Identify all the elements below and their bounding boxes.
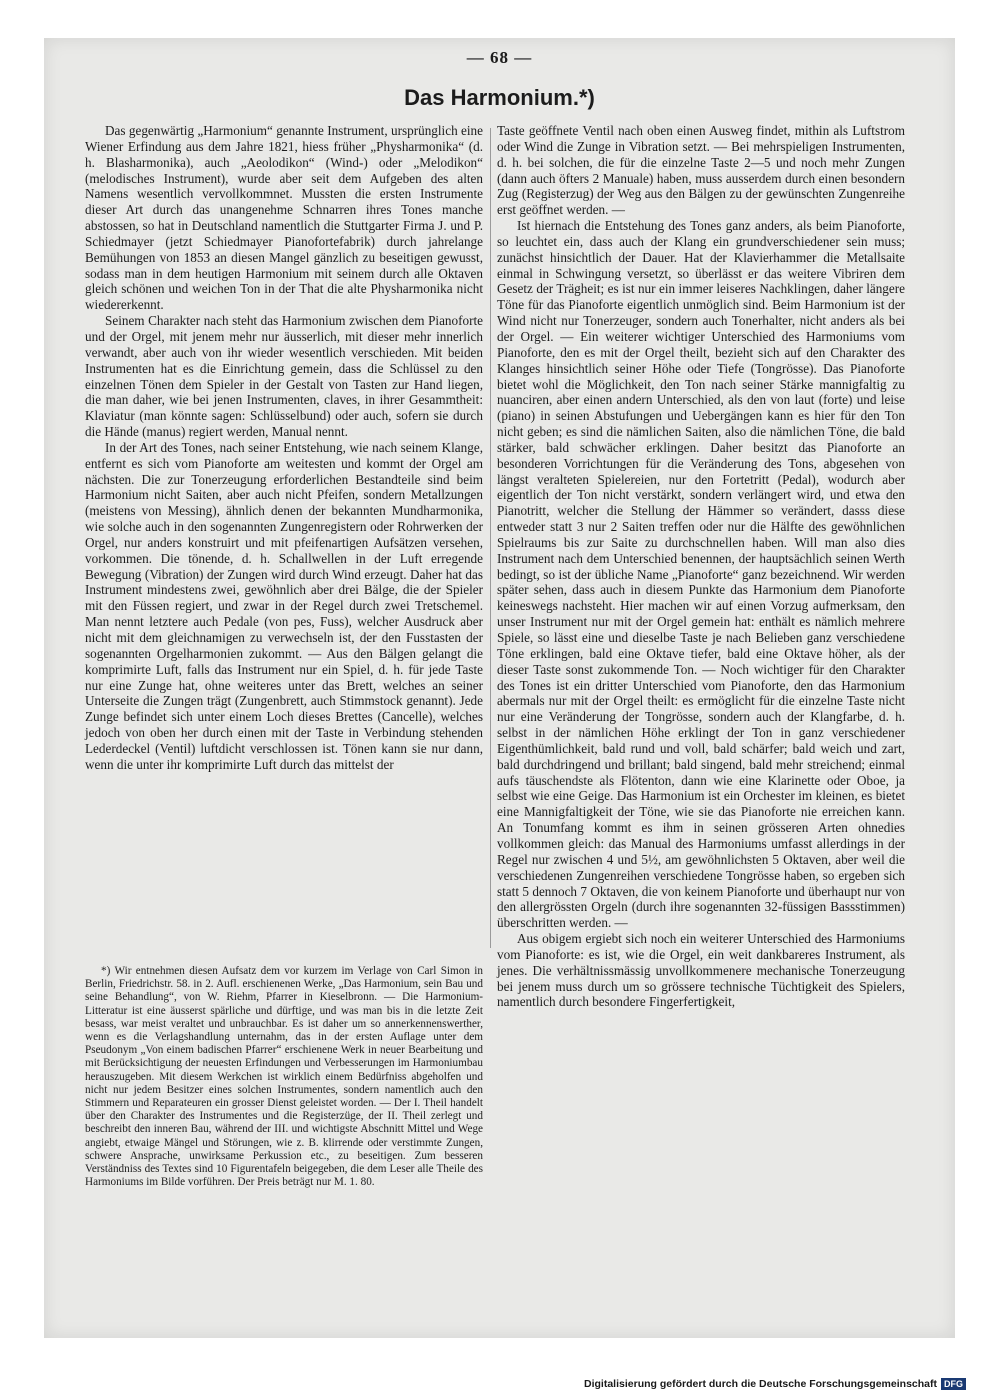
paragraph: Aus obigem ergiebt sich noch ein weiterer Unterschied des Harmoniums vom Pianoforte: es ist, wie die Orgel, ein weit dankbareres Instrument, als jenes. Die verhältnissmässig unvollkommenere mechanische Tonerzeugung bei jenem muss durch um so grössere technische Tüchtigkeit des Spielers, namentlich durch besondere Fingerfertigkeit, bbox=[497, 931, 905, 1010]
paragraph: Das gegenwärtig „Harmonium“ genannte Instrument, ursprünglich eine Wiener Erfindung aus dem Jahre 1821, hiess früher „Physharmonika“ (d. h. Blasharmonika), auch „Aeolodikon“ (Wind-) oder „Melodikon“ (melodisches Instrument), wurde aber seit dem Aufgeben des alten Namens wesentlich vervollkommnet. Mussten die ersten Instrumente dieser Art durch das unangenehme Schnarren ihres Tones manche abstossen, so hat in Deutschland namentlich die Stuttgarter Firma J. und P. Schiedmayer (jetzt Schiedmayer Pianofortefabrik) durch jahrelange Bemühungen von 1853 an diesen Mangel gänzlich zu beseitigen gewusst, sodass man in dem heutigen Harmonium mit seinem durch alle Oktaven gleich schönen und weichen Ton in der That die alte Physharmonika nicht wiedererkennt. bbox=[85, 123, 483, 313]
footnote bbox=[85, 965, 483, 1189]
page-number: — 68 — bbox=[466, 48, 533, 67]
column-divider bbox=[490, 128, 491, 948]
footnote-text: *) Wir entnehmen diesen Aufsatz dem vor kurzem im Verlage von Carl Simon in Berlin, Friedrichstr. 58. in 2. Aufl. erschienenen Werke, „Das Harmonium, sein Bau und seine Behandlung“, von W. Riehm, Pfarrer in Kieselbronn. — Die Harmonium-Litteratur ist eine äusserst spärliche und dürftige, und was man bis in die letzte Zeit besass, war meist veraltet und unbrauchbar. Es ist daher um so annerkennenswerther, wenn es die Verlagshandlung unternahm, das in der ersten Auflage unter dem Pseudonym „Von einem badischen Pfarrer“ erschienene Werk in neuer Bearbeitung und mit Berücksichtigung der neuesten Erfindungen und Verbesserungen im Harmoniumbau herauszugeben. Mit diesem Werkchen ist wirklich einem Bedürfniss abgeholfen und nicht nur jedem Besitzer eines solchen Instrumentes, sondern namentlich auch den Stimmern und Reparateuren ein grosser Dienst geleistet worden. — Der I. Theil handelt über den Charakter des Instrumentes und die Registerzüge, der II. Theil zerlegt und beschreibt den inneren Bau, während der III. und wichtigste Abschnitt Mittel und Wege angiebt, etwaige Mängel und Störungen, wie z. B. klirrende oder verstimmte Zungen, schwere Ansprache, unwirksame Perkussion etc., zu beseitigen. Zum besseren Verständniss des Textes sind 10 Figurentafeln beigegeben, die dem Leser alle Theile des Harmoniums im Bilde vorführen. Der Preis beträgt nur M. 1. 80. bbox=[85, 965, 483, 1189]
digitization-credit bbox=[584, 1378, 966, 1390]
article-title: Das Harmonium.*) bbox=[404, 85, 595, 110]
right-column bbox=[497, 123, 905, 1010]
left-column bbox=[85, 123, 483, 773]
credit-text: Digitalisierung gefördert durch die Deutsche Forschungsgemeinschaft bbox=[584, 1378, 937, 1390]
page bbox=[44, 38, 955, 1338]
paragraph: Seinem Charakter nach steht das Harmonium zwischen dem Pianoforte und der Orgel, mit jenem mehr nur äusserlich, mit dieser mehr innerlich verwandt, aber auch von ihr wieder wesentlich verschieden. Mit beiden Instrumenten hat es die Einrichtung gemein, dass die Schlüssel zu den einzelnen Tönen dem Spieler in der Gestalt von Tasten zur Hand liegen, die man daher, wie bei jenen Instrumenten, claves, in ihrer Gesammtheit: Klaviatur (man könnte sagen: Schlüsselbund) oder auch, sofern sie durch die Hände (manus) regiert werden, Manual nennt. bbox=[85, 313, 483, 440]
dfg-logo: DFG bbox=[941, 1378, 966, 1390]
paragraph: In der Art des Tones, nach seiner Entstehung, wie nach seinem Klange, entfernt es sich vom Pianoforte am weitesten und kommt der Orgel am nächsten. Die zur Tonerzeugung erforderlichen Bestandteile sind beim Harmonium nicht Saiten, aber auch nicht Pfeifen, sondern Metallzungen (meistens von Messing), ähnlich denen der bekannten Mundharmonika, wie solche auch in den sogenannten Zungenregistern oder Rohrwerken der Orgel, nur anders konstruirt und mit pfeifenartigen Aufsätzen versehen, vorkommen. Die tönende, d. h. Schallwellen in der Luft erregende Bewegung (Vibration) der Zungen wird durch Wind erzeugt. Daher hat das Instrument mindestens zwei, gewöhnlich aber drei Bälge, die der Spieler mit den Füssen regiert, und zwar in der Regel durch zwei Tretschemel. Man nennt letztere auch Pedale (von pes, Fuss), welcher Ausdruck aber nicht mit dem gleichnamigen zu verwechseln ist, der den Fusstasten der sogenannten Orgelharmonien zukommt. — Aus den Bälgen gelangt die komprimirte Luft, falls das Instrument nur ein Spiel, d. h. für jede Taste nur eine Zunge hat, ohne weiteres unter das Brett, welches an seiner Unterseite die Zungen trägt (Zungenbrett, auch Stimmstock genannt). Jede Zunge befindet sich unter einem Loch dieses Brettes (Cancelle), welches jedoch von oben her durch einen mit der Taste in Verbindung stehenden Lederdeckel (Ventil) luftdicht verschlossen ist. Tönen kann sie nur dann, wenn die unter ihr komprimirte Luft durch das mittelst der bbox=[85, 439, 483, 772]
paragraph: Ist hiernach die Entstehung des Tones ganz anders, als beim Pianoforte, so leuchtet ein, dass auch der Klang ein grundverschiedener sein muss; zunächst hinsichtlich der Dauer. Hat der Klavierhammer die Metallsaite einmal in Schwingung versetzt, so überlässt er das weitere Vibriren dem Gesetz der Trägheit; es ist nur ein immer leiseres Nachklingen, daher längere Töne für das Pianoforte eigentlich unmöglich sind. Beim Harmonium ist der Wind nicht nur Tonerzeuger, sondern auch Tonerhalter, nicht anders als bei der Orgel. — Ein weiterer wichtiger Unterschied des Harmoniums vom Pianoforte, den es mit der Orgel theilt, bezieht sich auf den Charakter des Klanges hinsichtlich seiner Höhe oder Tiefe (Tongrösse). Das Pianoforte bietet wohl die Möglichkeit, den Ton nach seiner Stärke mannigfaltig zu nuanciren, aber einen andern Unterschied, als den von laut (forte) und leise (piano) in seinen Abstufungen und Uebergängen kann es hier für den Ton nicht geben; es sind die nämlichen Saiten, also die nämlichen Töne, die bald stärker, bald schwächer erklingen. Daher besitzt das Pianoforte an besonderen Vorrichtungen für die Veränderung des Tons, abgesehen von längst veralteten Spielereien, nur den Fortetritt (Pedal), wodurch aber eigentlich der Ton nicht verstärkt, sondern verlängert wird, und etwa den Pianotritt, welcher die Stellung der Hämmer so verändert, dasss diese entweder statt 3 nur 2 Saiten treffen oder nur die Hälfte des gewöhnlichen Spielraums bis zur Saite zu durchschnellen haben. Will man also dies Instrument nach dem Unterschied benennen, der hauptsächlich seinen Werth bedingt, so ist der übliche Name „Pianoforte“ ganz bezeichnend. Wir werden später sehen, dass auch in diesem Punkte das Harmonium dem Pianoforte keineswegs nachsteht. Hier machen wir auf einen Vorzug aufmerksam, den unser Instrument nur mit der Orgel gemein hat: enthält es nämlich mehrere Spiele, so lässt eine und dieselbe Taste je nach Belieben ganz verschiedene Töne erklingen, bald eine Oktave tiefer, bald eine Oktave höher, als der dieser Taste sonst zukommende Ton. — Noch wichtiger für den Charakter des Tones ist ein dritter Unterschied vom Pianoforte, den das Harmonium abermals nur mit der Orgel theilt: es ermöglicht für die einzelne Taste nicht nur eine Veränderung der Tongrösse, sondern auch der Klangfarbe, d. h. selbst in der nämlichen Höhe erklingt der Ton in ganz verschiedener Eigenthümlichkeit, bald rund und voll, bald schärfer; bald weich und zart, bald durchdringend und brillant; bald singend, bald mehr streichend; einmal aufs täuschendste als Flötenton, dann wie eine Klarinette oder Oboe, ja selbst wie eine Geige. Das Harmonium ist ein Orchester im kleinen, es bietet eine Mannigfaltigkeit der Töne, wie sie das Pianoforte nie erreichen kann. An Tonumfang kommt es ihm in seinen grösseren Arten ohnedies vollkommen gleich: das Manual des Harmoniums umfasst allerdings in der Regel nur zwischen 4 und 5½, am gewöhnlichsten 5 Oktaven, aber weil die verschiedenen Zungenreihen verschiedene Tongrösse haben, so ergeben sich statt 5 dennoch 7 Oktaven, die von keinem Pianoforte und überhaupt nur von den allergrössten Orgeln (durch ihre sogenannten 32-füssigen Bassstimmen) überschritten werden. — bbox=[497, 218, 905, 931]
paragraph: Taste geöffnete Ventil nach oben einen Ausweg findet, mithin als Luftstrom oder Wind die Zunge in Vibration setzt. — Bei mehrspieligen Instrumenten, d. h. bei solchen, die für die einzelne Taste 2—5 und noch mehr Zungen (dann auch öfters 2 Manuale) haben, muss ausserdem durch einen besondern Zug (Registerzug) der Weg aus den Bälgen zu der gewünschten Zungenreihe erst geöffnet werden. — bbox=[497, 123, 905, 218]
